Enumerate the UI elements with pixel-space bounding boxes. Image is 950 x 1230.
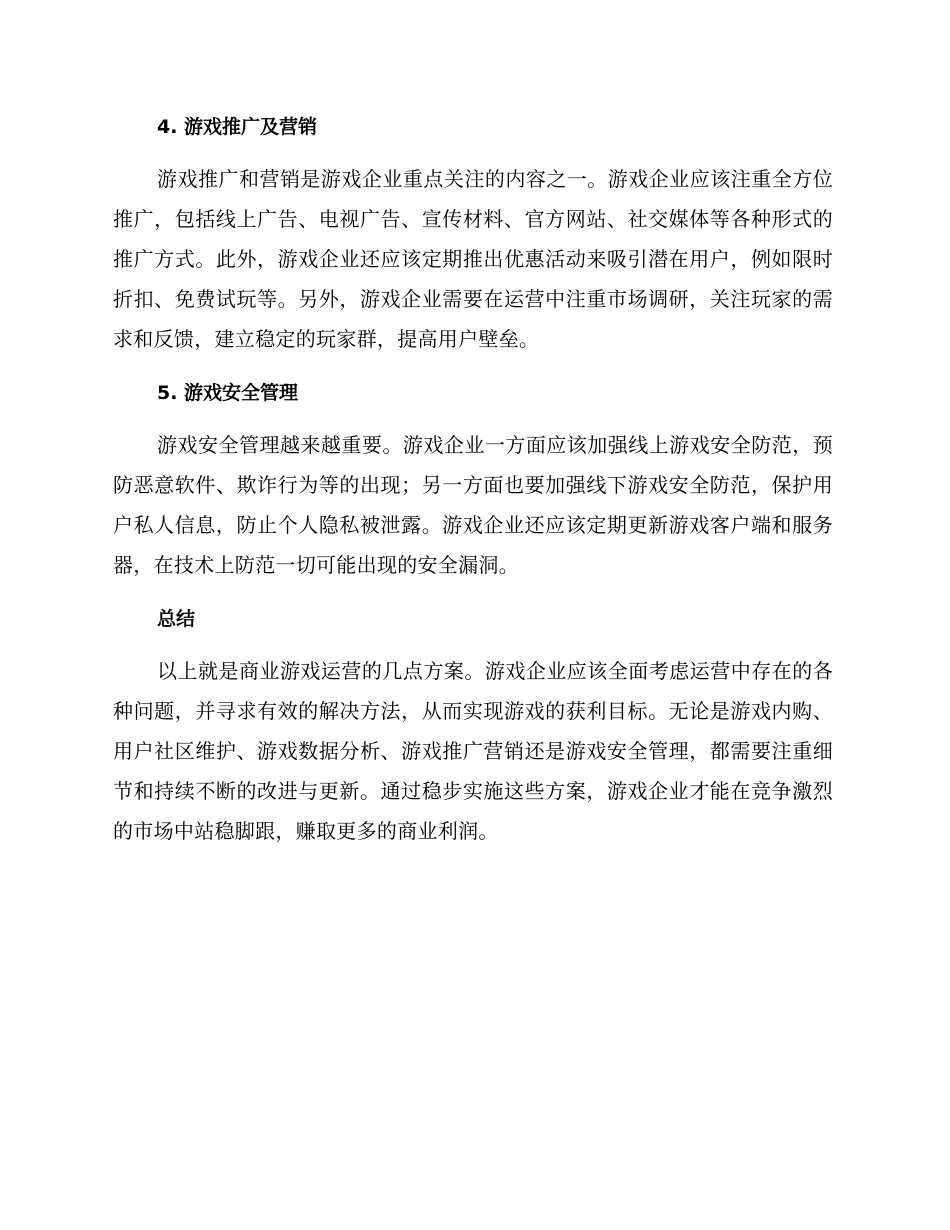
section-body-security: 游戏安全管理越来越重要。游戏企业一方面应该加强线上游戏安全防范，预防恶意软件、欺诈行为等的出现；另一方面也要加强线下游戏安全防范，保护用户私人信息，防止个人隐私被泄露。游戏企业还应该定期更新游戏客户端和服务器，在技术上防范一切可能出现的安全漏洞。 <box>113 433 833 577</box>
section-heading-summary: 总结 <box>157 608 196 630</box>
section-body-summary: 以上就是商业游戏运营的几点方案。游戏企业应该全面考虑运营中存在的各种问题，并寻求有效的解决方法，从而实现游戏的获利目标。无论是游戏内购、用户社区维护、游戏数据分析、游戏推广营销还是游戏安全管理，都需要注重细节和持续不断的改进与更新。通过稳步实施这些方案，游戏企业才能在竞争激烈的市场中站稳脚跟，赚取更多的商业利润。 <box>113 659 833 843</box>
section-body-promotion: 游戏推广和营销是游戏企业重点关注的内容之一。游戏企业应该注重全方位推广，包括线上广告、电视广告、宣传材料、官方网站、社交媒体等各种形式的推广方式。此外，游戏企业还应该定期推出优惠活动来吸引潜在用户，例如限时折扣、免费试玩等。另外，游戏企业需要在运营中注重市场调研，关注玩家的需求和反馈，建立稳定的玩家群，提高用户壁垒。 <box>113 167 833 351</box>
document-content <box>113 107 833 851</box>
section-heading-security: 5. 游戏安全管理 <box>157 382 299 404</box>
section-heading-promotion: 4. 游戏推广及营销 <box>157 116 318 138</box>
